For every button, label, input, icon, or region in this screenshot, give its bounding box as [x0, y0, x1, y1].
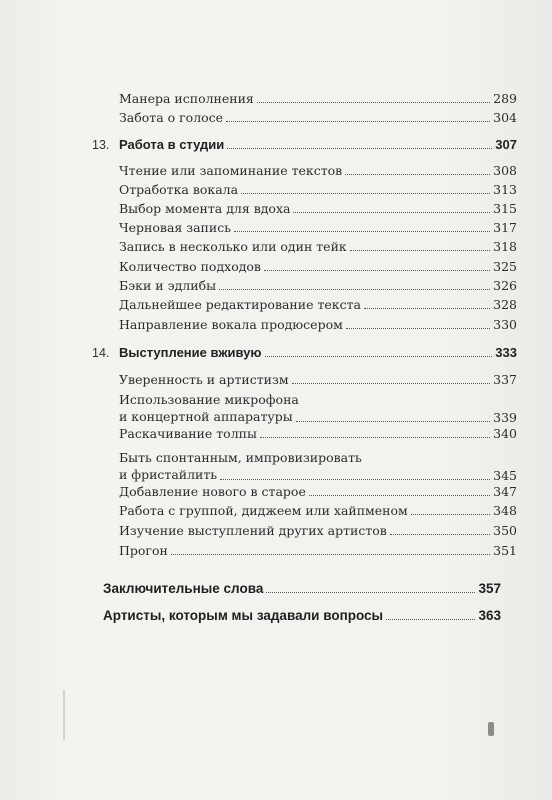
toc-entry-title: Запись в несколько или один тейк	[119, 239, 347, 254]
toc-entry-page: 348	[493, 503, 517, 518]
toc-entry	[92, 107, 517, 125]
toc-entry	[92, 198, 517, 216]
toc-entry	[92, 447, 517, 483]
toc-entry-title: Манера исполнения	[119, 91, 254, 106]
toc-entry-page: 315	[493, 201, 517, 216]
toc-entry-title: Чтение или запоминание текстов	[119, 163, 343, 178]
leader-dots	[411, 513, 490, 515]
toc-entry-title: Забота о голосе	[119, 110, 224, 125]
corner-mark	[488, 722, 494, 736]
toc-entry-title-line2: и концертной аппаратуры	[119, 409, 293, 424]
toc-major-section	[92, 604, 501, 623]
toc-entry-title: Дальнейшее редактирование текста	[119, 297, 361, 312]
toc-entry-page: 345	[493, 468, 517, 483]
leader-dots	[219, 288, 490, 290]
margin-mark	[63, 690, 65, 740]
toc-chapter	[92, 134, 517, 152]
toc-entry-page: 330	[493, 317, 517, 332]
toc-major-page: 357	[478, 581, 501, 596]
toc-entry	[92, 236, 517, 254]
leader-dots	[226, 120, 490, 122]
toc-entry-page: 350	[493, 523, 517, 538]
toc-entry-page: 289	[493, 91, 517, 106]
toc-major-page: 363	[478, 608, 501, 623]
leader-dots	[234, 230, 490, 232]
leader-dots	[265, 355, 493, 357]
toc-entry-page: 318	[493, 239, 517, 254]
leader-dots	[257, 101, 490, 103]
leader-dots	[386, 618, 475, 620]
leader-dots	[220, 478, 490, 480]
toc-entry	[92, 179, 517, 197]
toc-entry-page: 313	[493, 182, 517, 197]
toc-entry	[92, 314, 517, 332]
toc-chapter-page: 307	[495, 137, 517, 152]
toc-entry-title-block	[119, 391, 517, 425]
leader-dots	[241, 192, 490, 194]
toc-entry	[92, 217, 517, 235]
toc-entry-page: 304	[493, 110, 517, 125]
leader-dots	[346, 327, 490, 329]
toc-entry-page: 340	[493, 426, 517, 441]
toc-entry	[92, 275, 517, 293]
toc-entry-title-line2: и фристайлить	[119, 467, 218, 482]
toc-entry-title: Бэки и эдлибы	[119, 278, 217, 293]
toc-entry	[92, 520, 517, 538]
toc-entry-title: Прогон	[119, 543, 168, 558]
toc-entry-page: 339	[493, 410, 517, 425]
toc-entry-title: Уверенность и артистизм	[119, 372, 289, 387]
toc-entry-page: 317	[493, 220, 517, 235]
toc-chapter-title: Работа в студии	[119, 137, 225, 152]
toc-entry-title: Работа с группой, диджеем или хайпменом	[119, 503, 408, 518]
toc-entry	[92, 423, 517, 441]
leader-dots	[345, 173, 490, 175]
toc-entry	[92, 294, 517, 312]
leader-dots	[364, 307, 490, 309]
leader-dots	[171, 553, 490, 555]
leader-dots	[266, 591, 475, 593]
toc-entry	[92, 481, 517, 499]
toc-entry-page: 328	[493, 297, 517, 312]
toc-entry-page: 326	[493, 278, 517, 293]
toc-entry-title-line1: Быть спонтанным, импровизировать	[119, 450, 362, 465]
toc-major-section	[92, 577, 501, 596]
toc-entry	[92, 389, 517, 425]
toc-entry-page: 325	[493, 259, 517, 274]
toc-entry-page: 347	[493, 484, 517, 499]
toc-entry-title: Направление вокала продюсером	[119, 317, 343, 332]
leader-dots	[260, 436, 490, 438]
leader-dots	[264, 269, 490, 271]
toc-entry-title-block	[119, 449, 517, 483]
toc-entry-title: Выбор момента для вдоха	[119, 201, 291, 216]
toc-major-title: Заключительные слова	[103, 581, 264, 596]
leader-dots	[293, 211, 490, 213]
chapter-number: 13.	[92, 138, 110, 152]
toc-entry	[92, 500, 517, 518]
toc-entry-page: 308	[493, 163, 517, 178]
toc-entry-page: 337	[493, 372, 517, 387]
leader-dots	[309, 494, 490, 496]
toc-major-title: Артисты, которым мы задавали вопросы	[103, 608, 384, 623]
toc-chapter-title: Выступление вживую	[119, 345, 262, 360]
leader-dots	[227, 147, 492, 149]
leader-dots	[350, 249, 490, 251]
toc-entry-title: Добавление нового в старое	[119, 484, 306, 499]
leader-dots	[292, 382, 491, 384]
toc-entry	[92, 88, 517, 106]
toc-entry-title: Раскачивание толпы	[119, 426, 257, 441]
toc-entry-title: Отработка вокала	[119, 182, 239, 197]
toc-entry-title-line1: Использование микрофона	[119, 392, 299, 407]
toc-entry-title: Черновая запись	[119, 220, 232, 235]
toc-entry-title: Количество подходов	[119, 259, 261, 274]
toc-chapter	[92, 342, 517, 360]
toc-entry	[92, 256, 517, 274]
chapter-number: 14.	[92, 346, 110, 360]
leader-dots	[390, 533, 490, 535]
toc-entry	[92, 540, 517, 558]
toc-entry	[92, 160, 517, 178]
toc-entry-title: Изучение выступлений других артистов	[119, 523, 387, 538]
toc-chapter-page: 333	[495, 345, 517, 360]
leader-dots	[296, 420, 490, 422]
toc-entry	[92, 369, 517, 387]
toc-entry-page: 351	[493, 543, 517, 558]
